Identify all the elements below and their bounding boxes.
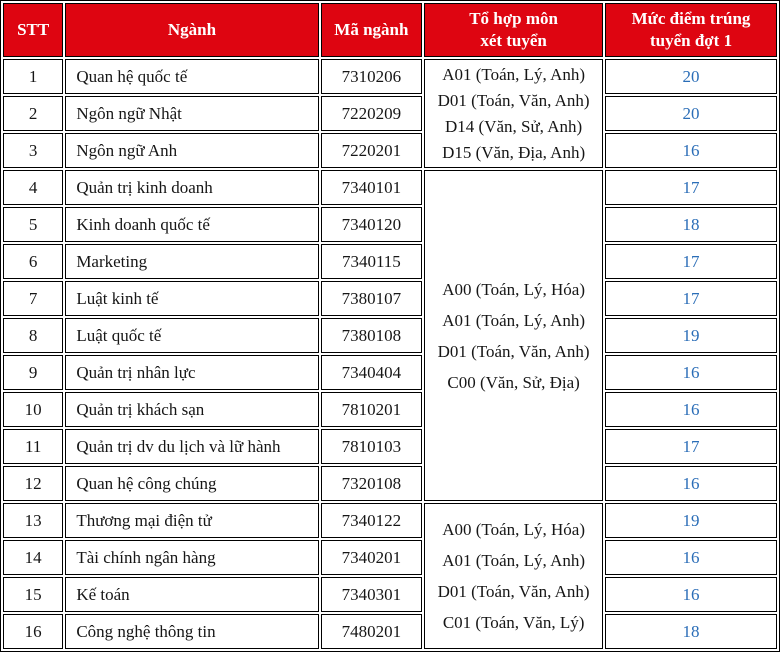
combo-line: A01 (Toán, Lý, Anh) [442,64,586,84]
header-subject-combo [424,3,603,57]
header-subject-combo-line1: Tổ hợp môn [469,8,558,28]
major-code-cell: 7320108 [321,466,423,501]
table-row [3,577,777,612]
header-major: Ngành [65,3,318,57]
combo-line: D01 (Toán, Văn, Anh) [437,341,590,361]
score-cell: 19 [605,503,777,538]
score-cell: 17 [605,281,777,316]
stt-cell: 7 [3,281,63,316]
major-cell: Luật quốc tế [65,318,318,353]
header-subject-combo-line2: xét tuyển [480,31,547,50]
combo-line: A00 (Toán, Lý, Hóa) [442,520,585,539]
stt-cell: 12 [3,466,63,501]
header-score-line1: Mức điểm trúng [631,8,751,28]
score-cell: 16 [605,540,777,575]
table-row [3,503,777,538]
subject-combo-cell [424,503,603,649]
major-cell: Công nghệ thông tin [65,614,318,649]
major-code-cell: 7310206 [321,59,423,94]
table-row [3,170,777,205]
table-row [3,133,777,168]
major-cell: Quản trị kinh doanh [65,170,318,205]
major-code-cell: 7380108 [321,318,423,353]
table-row [3,244,777,279]
score-cell: 20 [605,59,777,94]
table-row [3,281,777,316]
score-cell: 16 [605,577,777,612]
header-score [605,3,777,57]
major-cell: Ngôn ngữ Nhật [65,96,318,131]
stt-cell: 3 [3,133,63,168]
score-cell: 16 [605,466,777,501]
major-code-cell: 7340301 [321,577,423,612]
table-row [3,59,777,94]
header-stt: STT [3,3,63,57]
score-cell: 19 [605,318,777,353]
stt-cell: 9 [3,355,63,390]
stt-cell: 8 [3,318,63,353]
table-row [3,392,777,427]
score-cell: 17 [605,429,777,464]
combo-line: C00 (Văn, Sử, Địa) [447,372,580,392]
major-code-cell: 7340101 [321,170,423,205]
major-cell: Ngôn ngữ Anh [65,133,318,168]
major-code-cell: 7480201 [321,614,423,649]
stt-cell: 10 [3,392,63,427]
major-cell: Thương mại điện tử [65,503,318,538]
major-cell: Tài chính ngân hàng [65,540,318,575]
major-code-cell: 7340404 [321,355,423,390]
score-cell: 17 [605,170,777,205]
major-code-cell: 7340122 [321,503,423,538]
major-code-cell: 7340120 [321,207,423,242]
major-code-cell: 7810201 [321,392,423,427]
major-code-cell: 7810103 [321,429,423,464]
major-cell: Quan hệ công chúng [65,466,318,501]
table-row [3,207,777,242]
combo-line: D01 (Toán, Văn, Anh) [437,90,590,110]
header-row [3,3,777,57]
table-row [3,466,777,501]
score-cell: 16 [605,133,777,168]
score-cell: 16 [605,392,777,427]
stt-cell: 11 [3,429,63,464]
header-score-line2: tuyển đợt 1 [649,31,733,50]
major-cell: Quản trị dv du lịch và lữ hành [65,429,318,464]
stt-cell: 6 [3,244,63,279]
table-row [3,540,777,575]
table-row [3,429,777,464]
header-major-code: Mã ngành [321,3,423,57]
subject-combo-cell [424,170,603,501]
table-row [3,614,777,649]
table-row [3,96,777,131]
major-code-cell: 7220209 [321,96,423,131]
combo-line: A01 (Toán, Lý, Anh) [442,551,586,570]
stt-cell: 16 [3,614,63,649]
score-cell: 16 [605,355,777,390]
major-cell: Quan hệ quốc tế [65,59,318,94]
major-cell: Marketing [65,244,318,279]
stt-cell: 13 [3,503,63,538]
major-code-cell: 7340115 [321,244,423,279]
combo-line: D15 (Văn, Địa, Anh) [442,142,586,162]
score-cell: 18 [605,614,777,649]
stt-cell: 2 [3,96,63,131]
major-cell: Quản trị khách sạn [65,392,318,427]
major-cell: Quản trị nhân lực [65,355,318,390]
stt-cell: 5 [3,207,63,242]
major-cell: Luật kinh tế [65,281,318,316]
stt-cell: 15 [3,577,63,612]
table-row [3,355,777,390]
combo-line: A00 (Toán, Lý, Hóa) [442,279,585,299]
subject-combo-cell [424,59,603,168]
combo-line: D01 (Toán, Văn, Anh) [437,582,590,601]
major-code-cell: 7380107 [321,281,423,316]
combo-line: C01 (Toán, Văn, Lý) [442,613,585,632]
score-cell: 18 [605,207,777,242]
stt-cell: 14 [3,540,63,575]
score-cell: 17 [605,244,777,279]
stt-cell: 1 [3,59,63,94]
major-code-cell: 7220201 [321,133,423,168]
major-cell: Kế toán [65,577,318,612]
score-cell: 20 [605,96,777,131]
major-cell: Kinh doanh quốc tế [65,207,318,242]
major-code-cell: 7340201 [321,540,423,575]
combo-line: A01 (Toán, Lý, Anh) [442,310,586,330]
stt-cell: 4 [3,170,63,205]
combo-line: D14 (Văn, Sử, Anh) [445,116,583,136]
table-row [3,318,777,353]
